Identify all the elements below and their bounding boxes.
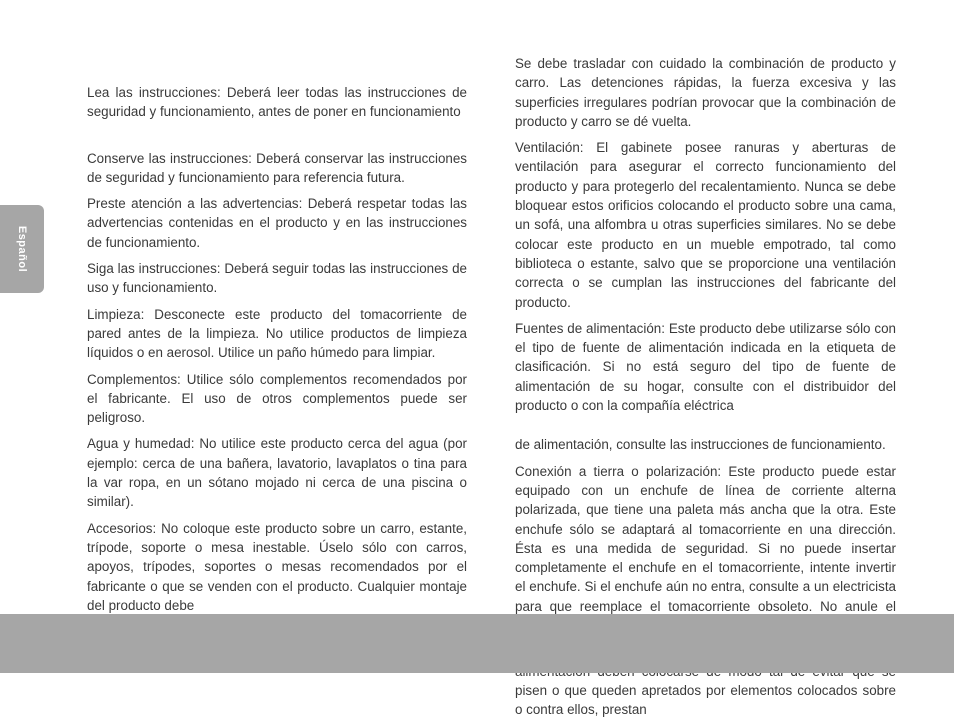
paragraph-accessories: Accesorios: No coloque este producto sobre un carro, estante, trípode, soporte o mesa inestable. Úselo sólo con carros, apoyos, trípodes, soportes o mesas recomendados por el fabricante o que se venden con el producto. Cualquier montaje del producto debe: [87, 520, 467, 613]
paragraph-cart: Se debe trasladar con cuidado la combinación de producto y carro. Las detenciones rápidas, la fuerza excesiva y las superficies irregulares podrían provocar que la combinación de producto y carro se dé vuelta.: [515, 56, 896, 129]
paragraph-ventilation: Ventilación: El gabinete posee ranuras y aberturas de ventilación para asegurar el correcto funcionamiento del producto y para protegerlo del recalentamiento. Nunca se debe bloquear estos orificios colocando el producto sobre una cama, un sofá, una alfombra u otras superficies similares. No se debe colocar este producto en un mueble empotrado, tal como biblioteca o estante, salvo que se proporcione una ventilación correcta o se cumplan las instrucciones del fabricante del producto.: [515, 140, 896, 310]
paragraph-keep-instructions: Conserve las instrucciones: Deberá conservar las instrucciones de seguridad y funcionamiento para referencia futura.: [87, 150, 467, 185]
paragraph-grounding: Conexión a tierra o polarización: Este producto puede estar equipado con un enchufe de línea de corriente alterna polarizada, que tiene una paleta más ancha que la otra. Este enchufe sólo se adaptará al tomacorriente en una dirección. Ésta es una medida de seguridad. Si no puede insertar completamente el enchufe en el tomacorriente, intente invertir el enchufe. Si el enchufe aún no entra, consulte a un electricista para que reemplace el tomacorriente obsoleto. No anule el: [515, 463, 896, 614]
paragraph-cord-protection: pisen o que queden apretados por elementos colocados sobre o contra ellos, prestan: [515, 682, 896, 718]
language-tab-label: Español: [16, 225, 28, 273]
paragraph-power-sources: Fuentes de alimentación: Este producto debe utilizarse sólo con el tipo de fuente de alimentación indicada en la etiqueta de clasificación. Si no está seguro del tipo de fuente de alimentación de su hogar, consulte con el distribuidor del producto o con la compañía eléctrica: [515, 320, 896, 414]
footer-bar: [0, 614, 954, 673]
left-text-column: [87, 83, 467, 654]
paragraph-follow-instructions: Siga las instrucciones: Deberá seguir todas las instrucciones de uso y funcionamiento.: [87, 261, 467, 296]
paragraph-attachments: Complementos: Utilice sólo complementos recomendados por el fabricante. El uso de otros complementos puede ser peligroso.: [87, 371, 467, 426]
paragraph-cleaning: Limpieza: Desconecte este producto del tomacorriente de pared antes de la limpieza. No utilice productos de limpieza líquidos o en aerosol. Utilice un paño húmedo para limpiar.: [87, 306, 467, 361]
language-side-tab: [0, 205, 44, 293]
paragraph-heed-warnings: Preste atención a las advertencias: Deberá respetar todas las advertencias contenidas en el producto y en las instrucciones de funcionamiento.: [87, 196, 467, 250]
paragraph-water-moisture: Agua y humedad: No utilice este producto cerca del agua (por ejemplo: cerca de una bañera, lavatorio, lavaplatos o tina para la var ropa, en un sótano mojado ni cerca de una piscina o similar).: [87, 436, 467, 510]
paragraph-power-sources-cont: de alimentación, consulte las instrucciones de funcionamiento.: [515, 437, 886, 453]
paragraph-read-instructions: Lea las instrucciones: Deberá leer todas las instrucciones de seguridad y funcionamiento, antes de poner en funcionamiento: [87, 85, 467, 120]
